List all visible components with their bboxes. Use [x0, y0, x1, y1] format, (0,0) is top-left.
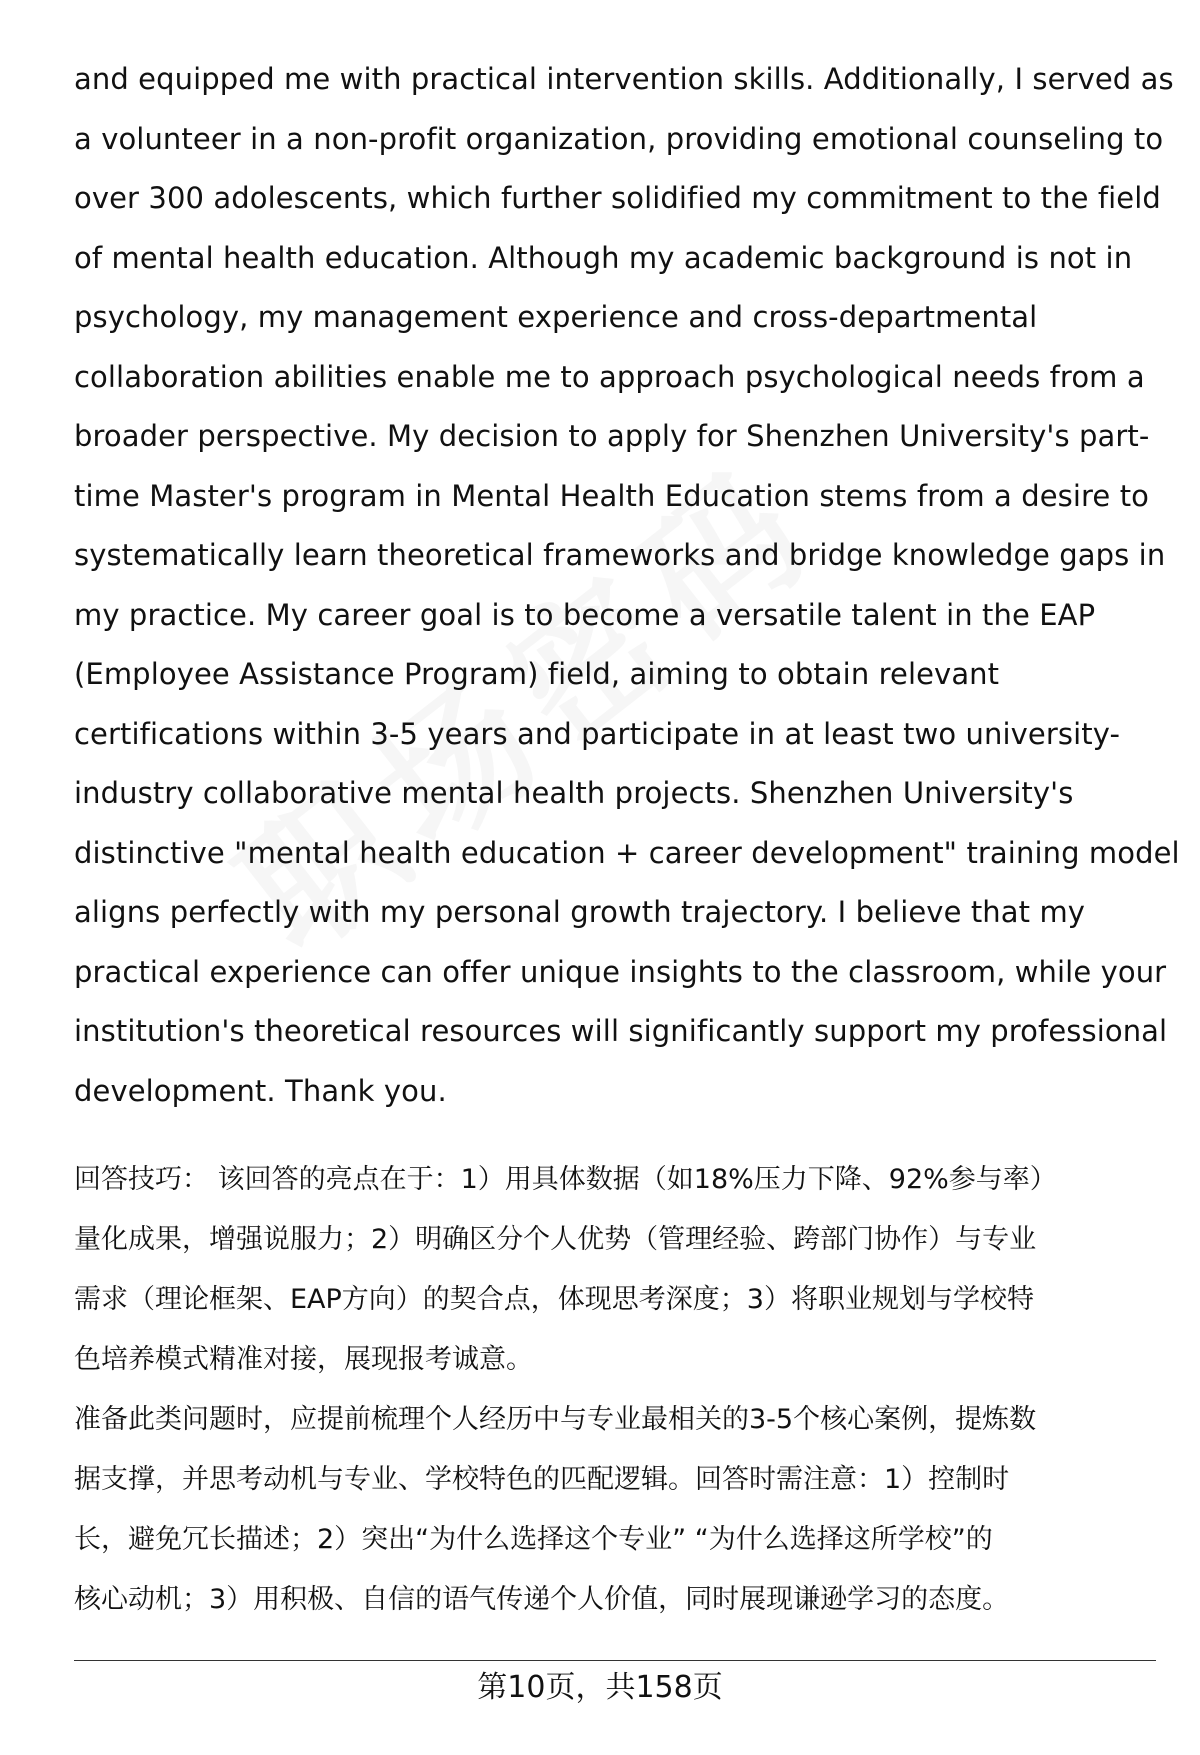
- paragraph-line: industry collaborative mental health projects. Shenzhen University's: [74, 776, 1074, 810]
- paragraph-line: (Employee Assistance Program) field, aiming to obtain relevant: [74, 657, 1000, 691]
- paragraph-line: distinctive "mental health education + career development" training model: [74, 835, 1180, 870]
- paragraph-line: broader perspective. My decision to apply for Shenzhen University's part-: [74, 419, 1150, 453]
- tips-line: 据支撑，并思考动机与专业、学校特色的匹配逻辑。回答时需注意：1）控制时: [74, 1464, 1010, 1495]
- paragraph-line: time Master's program in Mental Health Education stems from a desire to: [74, 478, 1150, 513]
- paragraph-line: systematically learn theoretical frameworks and bridge knowledge gaps in: [74, 538, 1166, 572]
- footer-divider: [74, 1660, 1156, 1661]
- answer-tips-section: [74, 1150, 1154, 1630]
- paragraph-line: of mental health education. Although my academic background is not in: [74, 240, 1133, 275]
- paragraph-line: a volunteer in a non-profit organization, providing emotional counseling to: [74, 121, 1164, 156]
- paragraph-line: collaboration abilities enable me to approach psychological needs from a: [74, 359, 1145, 394]
- answer-paragraph: [74, 50, 1180, 1121]
- tips-line: 回答技巧： 该回答的亮点在于：1）用具体数据（如18%压力下降、92%参与率）: [74, 1164, 1057, 1195]
- tips-line: 需求（理论框架、EAP方向）的契合点，体现思考深度；3）将职业规划与学校特: [74, 1284, 1034, 1315]
- paragraph-line: certifications within 3-5 years and participate in at least two university-: [74, 716, 1121, 751]
- paragraph-line: practical experience can offer unique insights to the classroom, while your: [74, 954, 1167, 989]
- paragraph-line: and equipped me with practical intervention skills. Additionally, I served as: [74, 62, 1174, 96]
- tips-line: 色培养模式精准对接，展现报考诚意。: [74, 1344, 533, 1375]
- tips-line: 长，避免冗长描述；2）突出“为什么选择这个专业” “为什么选择这所学校”的: [74, 1524, 993, 1555]
- tips-line: 核心动机；3）用积极、自信的语气传递个人价值，同时展现谦逊学习的态度。: [74, 1584, 1010, 1615]
- paragraph-line: over 300 adolescents, which further solidified my commitment to the field: [74, 181, 1161, 215]
- page-number: 第10页，共158页: [477, 1670, 723, 1705]
- tips-line: 准备此类问题时，应提前梳理个人经历中与专业最相关的3-5个核心案例，提炼数: [74, 1404, 1037, 1435]
- paragraph-line: development. Thank you.: [74, 1073, 447, 1108]
- paragraph-line: psychology, my management experience and cross-departmental: [74, 300, 1038, 334]
- paragraph-line: my practice. My career goal is to become a versatile talent in the EAP: [74, 597, 1096, 632]
- paragraph-line: aligns perfectly with my personal growth trajectory. I believe that my: [74, 895, 1086, 929]
- tips-line: 量化成果，增强说服力；2）明确区分个人优势（管理经验、跨部门协作）与专业: [74, 1224, 1037, 1255]
- paragraph-line: institution's theoretical resources will significantly support my professional: [74, 1014, 1168, 1048]
